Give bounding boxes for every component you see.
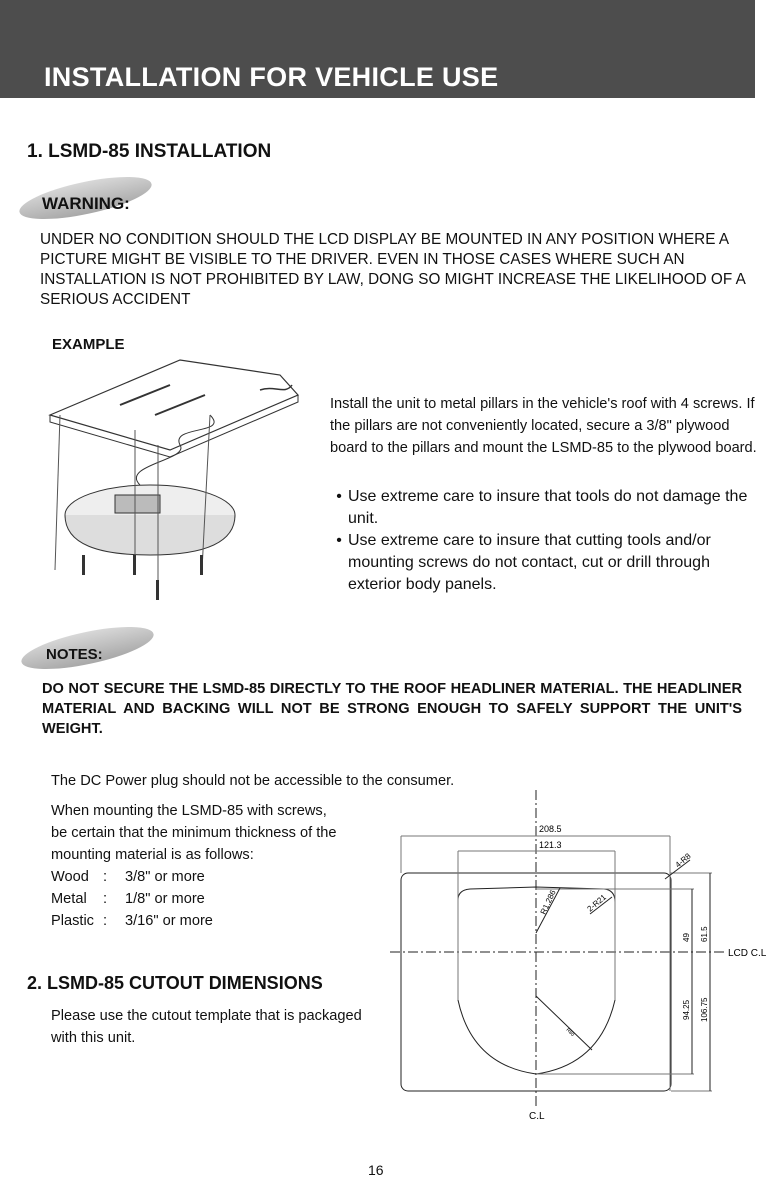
- example-text: Install the unit to metal pillars in the vehicle's roof with 4 screws. If the pillars are not conveniently located, secure a 3/8" plywood board to the pillars and mount the LSMD-85 to the plywood board.: [330, 396, 757, 456]
- warning-text: UNDER NO CONDITION SHOULD THE LCD DISPLAY BE MOUNTED IN ANY POSITION WHERE A PICTURE MIGHT BE VISIBLE TO THE DRIVER. EVEN IN THOSE CASES WHERE SUCH AN INSTALLATION IS NOT PROHIBITED BY LAW, DONG SO MIGHT INCREASE THE LIKELIHOOD OF A SERIOUS ACCIDENT: [40, 231, 745, 308]
- warning-label: WARNING:: [42, 194, 130, 213]
- separator: :: [103, 891, 108, 907]
- dim-corner-radius: 4-R8: [673, 851, 693, 870]
- bullet-item: • Use extreme care to insure that tools do not damage the unit.: [330, 486, 750, 530]
- text-line: Please use the cutout template that is packaged: [51, 1008, 362, 1024]
- material-name: Plastic: [51, 913, 94, 929]
- material-name: Wood: [51, 869, 89, 885]
- bullet-text: Use extreme care to insure that tools do not damage the unit.: [348, 488, 748, 527]
- page-title: INSTALLATION FOR VEHICLE USE: [44, 62, 499, 92]
- separator: :: [103, 913, 108, 929]
- separator: :: [103, 869, 108, 885]
- dim-outer-width: 208.5: [539, 824, 562, 834]
- example-label: EXAMPLE: [52, 336, 125, 353]
- material-value: 3/16" or more: [125, 913, 213, 929]
- dim-lower-height: 94.25: [682, 999, 691, 1020]
- intro-line: When mounting the LSMD-85 with screws,: [51, 803, 327, 819]
- intro-line: be certain that the minimum thickness of the: [51, 825, 337, 841]
- bullet-item: • Use extreme care to insure that cutting tools and/or mounting screws do not contact, cut or drill through exterior body panels.: [330, 530, 750, 596]
- lcd-centerline-label: LCD C.L: [728, 948, 767, 959]
- bullet-text: Use extreme care to insure that cutting tools and/or mounting screws do not contact, cut or drill through exterior body panels.: [348, 532, 711, 593]
- dim-inner-width: 121.3: [539, 840, 562, 850]
- dim-upper-outer-height: 61.5: [700, 926, 709, 942]
- material-name: Metal: [51, 891, 87, 907]
- text-line: with this unit.: [51, 1030, 136, 1046]
- dim-side-radius: 2-R21: [585, 892, 608, 914]
- dim-upper-height: 49: [682, 933, 691, 942]
- dim-top-radius: R1.286: [538, 888, 558, 916]
- section-1-title: 1. LSMD-85 INSTALLATION: [27, 141, 272, 162]
- material-value: 1/8" or more: [125, 891, 205, 907]
- dim-bottom-radius: R80: [564, 1027, 576, 1038]
- notes-label: NOTES:: [46, 646, 103, 663]
- dim-lower-outer-height: 106.75: [700, 997, 709, 1022]
- page-number: 16: [368, 1162, 384, 1178]
- centerline-label: C.L: [529, 1111, 545, 1122]
- power-note: The DC Power plug should not be accessible to the consumer.: [51, 773, 455, 789]
- intro-line: mounting material is as follows:: [51, 847, 254, 863]
- section-2-title: 2. LSMD-85 CUTOUT DIMENSIONS: [27, 973, 323, 993]
- notes-text: DO NOT SECURE THE LSMD-85 DIRECTLY TO THE ROOF HEADLINER MATERIAL. THE HEADLINER MATERIAL AND BACKING WILL NOT BE STRONG ENOUGH TO SAFELY SUPPORT THE UNIT'S WEIGHT.: [42, 681, 742, 737]
- material-value: 3/8" or more: [125, 869, 205, 885]
